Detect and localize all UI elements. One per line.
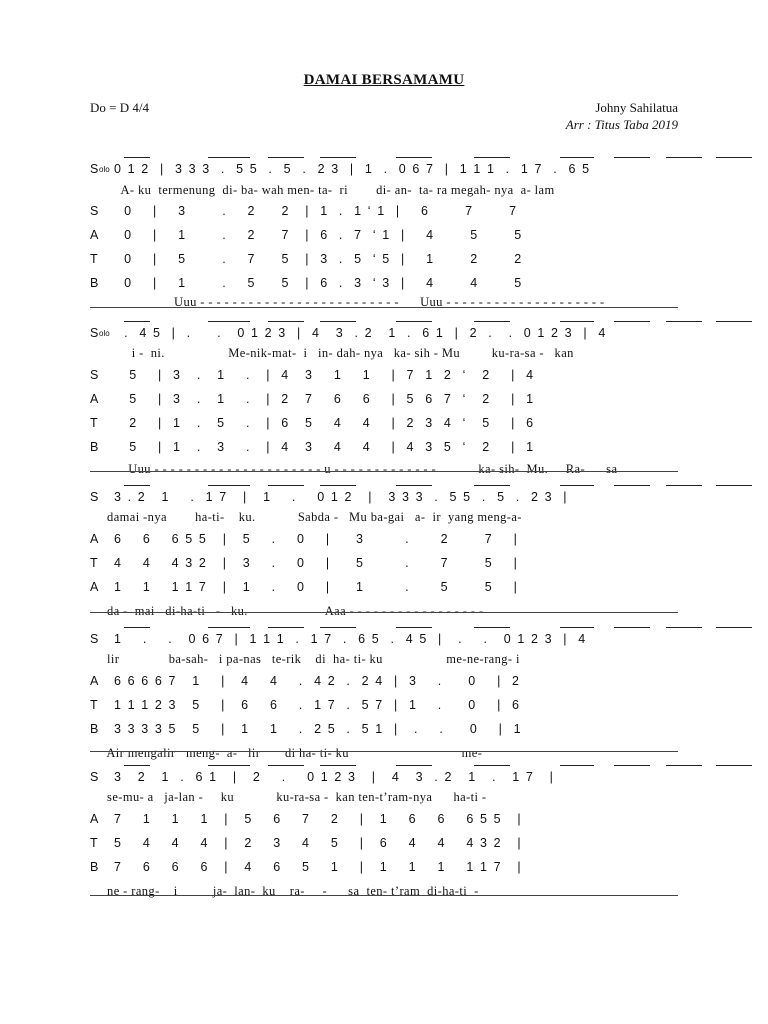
beam-line xyxy=(396,321,432,322)
beam-line xyxy=(268,765,304,766)
voice-label: A xyxy=(90,812,99,826)
beam-line xyxy=(320,765,356,766)
beam-line xyxy=(124,765,150,766)
voice-label: T xyxy=(90,416,98,430)
note-sequence: 5 | 1 . 3 . | 4 3 4 4 | 4 3 5 ‘ 2 | 1 xyxy=(114,440,535,454)
note-sequence: 7 6 6 6 | 4 6 5 1 | 1 1 1 1 1 7 | xyxy=(114,860,523,874)
beam-line xyxy=(474,627,510,628)
beam-line xyxy=(124,627,150,628)
voice-label: S xyxy=(90,204,99,218)
note-sequence: . 4 5 | . . 0 1 2 3 | 4 3 . 2 1 . 6 1 | 2 . . 0 1 2 3 | 4 xyxy=(114,326,607,340)
note-sequence: 0 | 5 . 7 5 | 3 . 5 ‘ 5 | 1 2 2 xyxy=(114,252,523,266)
beam-line xyxy=(268,627,304,628)
voice-label: S xyxy=(90,632,99,646)
voice-label-sub: olo xyxy=(99,165,110,174)
note-sequence: 6 6 6 6 7 1 | 4 4 . 4 2 . 2 4 | 3 . 0 | 2 xyxy=(114,674,521,688)
note-sequence: 4 4 4 3 2 | 3 . 0 | 5 . 7 5 | xyxy=(114,556,519,570)
system-divider xyxy=(90,307,678,308)
note-sequence: 0 1 2 | 3 3 3 . 5 5 . 5 . 2 3 | 1 . 0 6 7 | 1 1 1 . 1 7 . 6 5 xyxy=(114,162,591,176)
beam-line xyxy=(666,627,702,628)
beam-line xyxy=(268,321,304,322)
arranger: Arr : Titus Taba 2019 xyxy=(565,117,678,132)
lyric-text: damai -nya ha-ti- ku. Sabda - Mu ba-gai a- ir yang meng-a- xyxy=(100,510,522,524)
beam-line xyxy=(614,627,650,628)
note-sequence: 0 | 1 . 5 5 | 6 . 3 ‘ 3 | 4 4 5 xyxy=(114,276,523,290)
beam-line xyxy=(666,321,702,322)
voice-label: B xyxy=(90,440,99,454)
beam-line xyxy=(716,627,752,628)
voice-label: B xyxy=(90,722,99,736)
beam-line xyxy=(716,321,752,322)
system-divider xyxy=(90,751,678,752)
beam-line xyxy=(614,485,650,486)
note-sequence: 0 | 1 . 2 7 | 6 . 7 ‘ 1 | 4 5 5 xyxy=(114,228,523,242)
voice-label: S xyxy=(90,368,99,382)
beam-line xyxy=(396,765,432,766)
beam-line xyxy=(666,157,702,158)
beam-line xyxy=(560,765,594,766)
voice-label: A xyxy=(90,580,99,594)
beam-line xyxy=(208,485,250,486)
voice-label: T xyxy=(90,556,98,570)
beam-line xyxy=(716,157,752,158)
lyric-text: Air mengalir meng- a- lir di ha- ti- ku me- xyxy=(100,746,483,760)
beam-line xyxy=(614,321,650,322)
lyric-text: A- ku termenung di- ba- wah men- ta- ri di- an- ta- ra megah- nya a- lam xyxy=(100,183,555,197)
lyric-text: ne - rang- i ja- lan- ku ra- - sa ten- t’ram di-ha-ti - xyxy=(100,884,479,898)
beam-line xyxy=(208,765,250,766)
voice-label: A xyxy=(90,532,99,546)
lyric-text: Uuu - - - - - - - - - - - - - - - - - - - - - u - - - - - - - - - - - - - ka- sih- Mu. Ra- sa xyxy=(100,462,618,476)
note-sequence: 3 2 1 . 6 1 | 2 . 0 1 2 3 | 4 3 . 2 1 . 1 7 | xyxy=(114,770,555,784)
note-sequence: 5 | 3 . 1 . | 2 7 6 6 | 5 6 7 ‘ 2 | 1 xyxy=(114,392,535,406)
note-sequence: 7 1 1 1 | 5 6 7 2 | 1 6 6 6 5 5 | xyxy=(114,812,523,826)
beam-line xyxy=(614,157,650,158)
beam-line xyxy=(320,321,356,322)
beam-line xyxy=(320,627,356,628)
note-sequence: 6 6 6 5 5 | 5 . 0 | 3 . 2 7 | xyxy=(114,532,519,546)
beam-line xyxy=(666,765,702,766)
lyric-text: i - ni. Me-nik-mat- i in- dah- nya ka- sih - Mu ku-ra-sa - kan xyxy=(100,346,574,360)
beam-line xyxy=(208,321,250,322)
beam-line xyxy=(320,485,356,486)
beam-line xyxy=(124,485,150,486)
beam-line xyxy=(396,485,432,486)
beam-line xyxy=(208,627,250,628)
beam-line xyxy=(320,157,356,158)
beam-line xyxy=(124,157,150,158)
beam-line xyxy=(474,157,510,158)
note-sequence: 1 1 1 1 7 | 1 . 0 | 1 . 5 5 | xyxy=(114,580,519,594)
song-title: DAMAI BERSAMAMU xyxy=(303,72,465,88)
composer: Johny Sahilatua xyxy=(595,100,678,115)
note-sequence: 2 | 1 . 5 . | 6 5 4 4 | 2 3 4 ‘ 5 | 6 xyxy=(114,416,535,430)
voice-label: T xyxy=(90,252,98,266)
voice-label: B xyxy=(90,860,99,874)
beam-line xyxy=(560,157,594,158)
voice-label: S xyxy=(90,770,99,784)
system-divider xyxy=(90,612,678,613)
note-sequence: 5 | 3 . 1 . | 4 3 1 1 | 7 1 2 ‘ 2 | 4 xyxy=(114,368,535,382)
voice-label: S xyxy=(90,326,99,340)
beam-line xyxy=(268,157,304,158)
voice-label: T xyxy=(90,698,98,712)
voice-label: T xyxy=(90,836,98,850)
beam-line xyxy=(716,485,752,486)
beam-line xyxy=(716,765,752,766)
system-divider xyxy=(90,471,678,472)
note-sequence: 1 . . 0 6 7 | 1 1 1 . 1 7 . 6 5 . 4 5 | . . 0 1 2 3 | 4 xyxy=(114,632,587,646)
voice-label: A xyxy=(90,392,99,406)
beam-line xyxy=(560,627,594,628)
voice-label: S xyxy=(90,162,99,176)
voice-label: A xyxy=(90,674,99,688)
system-divider xyxy=(90,895,678,896)
beam-line xyxy=(474,765,510,766)
beam-line xyxy=(268,485,304,486)
lyric-text: Uuu - - - - - - - - - - - - - - - - - - - - - - - - - Uuu - - - - - - - - - - - - - - - - - - - - xyxy=(100,295,605,309)
beam-line xyxy=(666,485,702,486)
beam-line xyxy=(124,321,150,322)
voice-label: A xyxy=(90,228,99,242)
beam-line xyxy=(560,485,594,486)
note-sequence: 3 . 2 1 . 1 7 | 1 . 0 1 2 | 3 3 3 . 5 5 . 5 . 2 3 | xyxy=(114,490,569,504)
note-sequence: 3 3 3 3 5 5 | 1 1 . 2 5 . 5 1 | . . 0 | 1 xyxy=(114,722,523,736)
note-sequence: 1 1 1 2 3 5 | 6 6 . 1 7 . 5 7 | 1 . 0 | 6 xyxy=(114,698,521,712)
note-sequence: 5 4 4 4 | 2 3 4 5 | 6 4 4 4 3 2 | xyxy=(114,836,523,850)
note-sequence: 0 | 3 . 2 2 | 1 . 1 ‘ 1 | 6 7 7 xyxy=(114,204,518,218)
voice-label: S xyxy=(90,490,99,504)
beam-line xyxy=(474,485,510,486)
lyric-text: da - mai di-ha-ti - ku. Aaa - - - - - - - - - - - - - - - - - xyxy=(100,604,484,618)
voice-label-sub: olo xyxy=(99,329,110,338)
beam-line xyxy=(396,627,432,628)
beam-line xyxy=(474,321,510,322)
lyric-text: lir ba-sah- i pa-nas te-rik di ha- ti- ku me-ne-rang- i xyxy=(100,652,520,666)
lyric-text: se-mu- a ja-lan - ku ku-ra-sa - kan ten-t’ram-nya ha-ti - xyxy=(100,790,487,804)
beam-line xyxy=(614,765,650,766)
beam-line xyxy=(560,321,594,322)
voice-label: B xyxy=(90,276,99,290)
beam-line xyxy=(396,157,432,158)
beam-line xyxy=(208,157,250,158)
key-signature: Do = D 4/4 xyxy=(90,100,149,115)
